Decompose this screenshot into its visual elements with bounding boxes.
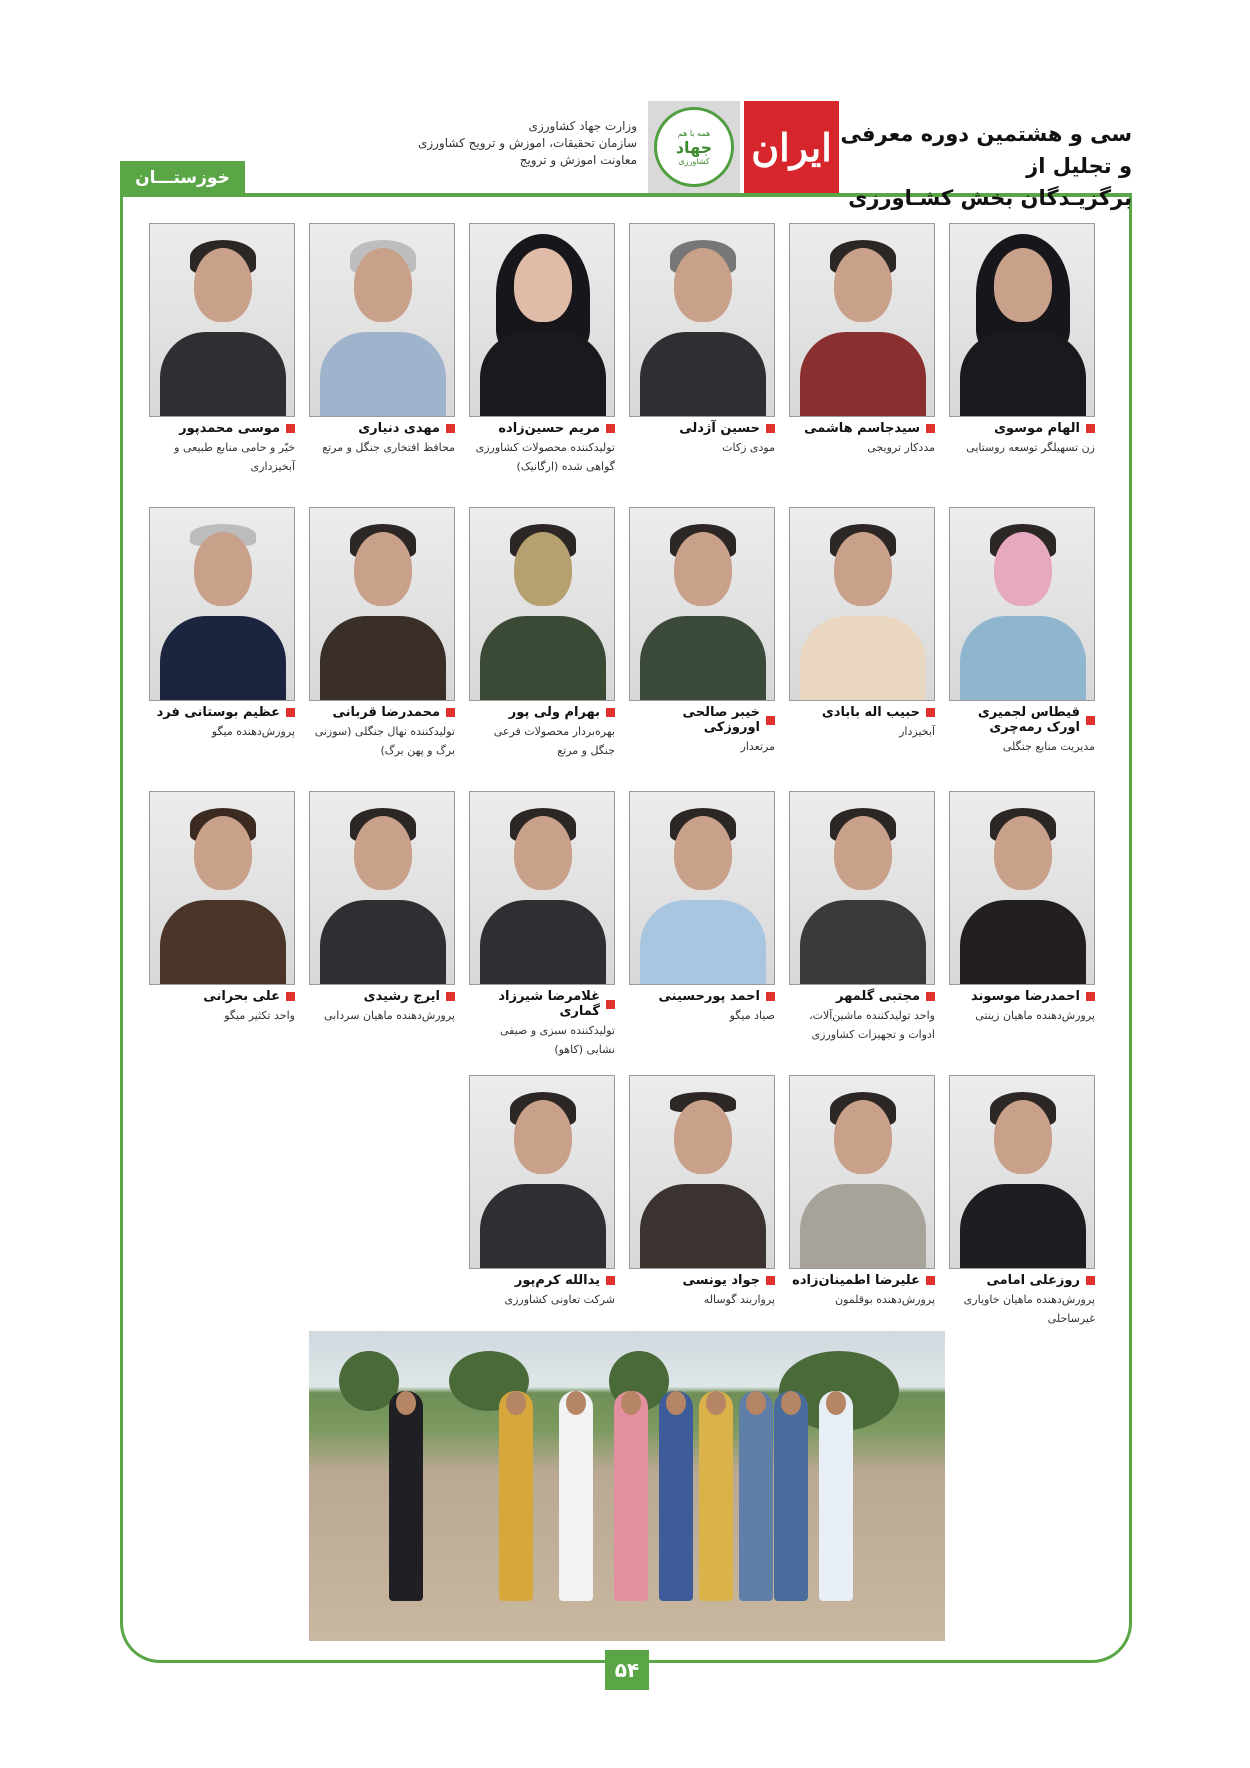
bullet-icon	[766, 992, 775, 1001]
person-card	[789, 1075, 935, 1309]
person-name: احمدرضا موسوند	[970, 989, 1080, 1004]
person-photo	[149, 223, 295, 417]
person-role: پرورش‌دهنده بوقلمون	[835, 1293, 935, 1306]
ministry-line-3: معاونت اموزش و ترویج	[519, 153, 637, 167]
person-photo	[789, 507, 935, 701]
person-photo	[629, 223, 775, 417]
person-photo	[789, 791, 935, 985]
person-name: خیبر صالحی اوروزکی	[682, 705, 760, 735]
person-card	[949, 507, 1095, 756]
group-field-photo	[309, 1331, 945, 1641]
region-tab: خوزستـــان	[120, 161, 245, 195]
bullet-icon	[926, 1276, 935, 1285]
person-card	[789, 223, 935, 457]
person-photo	[469, 507, 615, 701]
person-card	[149, 223, 295, 476]
person-card	[629, 507, 775, 756]
person-role: پرورش‌دهنده ماهیان خاویاری غیرساحلی	[963, 1293, 1095, 1325]
person-name: احمد پورحسینی	[658, 989, 760, 1004]
person-card	[309, 791, 455, 1025]
person-role: مددکار ترویجی	[867, 441, 935, 454]
jahad-top-text: همه با هم	[677, 128, 711, 138]
person-role: پرورش‌دهنده میگو	[211, 725, 295, 738]
person-role: واحد تولیدکننده ماشین‌آلات، ادوات و تجهیزات کشاورزی	[809, 1009, 935, 1041]
page-number: ۵۴	[605, 1650, 649, 1690]
person-photo	[469, 1075, 615, 1269]
bullet-icon	[926, 708, 935, 717]
ministry-line-2: سازمان تحقیقات، اموزش و ترویج کشاورزی	[417, 136, 637, 150]
person-name: یدالله کرم‌پور	[514, 1273, 600, 1288]
person-card	[149, 507, 295, 741]
person-role: تولیدکننده سبزی و صیفی نشایی (کاهو)	[499, 1024, 615, 1056]
title-line-2: برگزیـدگان بخش کشـاورزی	[848, 186, 1132, 210]
bullet-icon	[926, 992, 935, 1001]
person-name: محمدرضا قربانی	[332, 705, 440, 720]
bullet-icon	[446, 424, 455, 433]
person-photo	[629, 1075, 775, 1269]
bullet-icon	[766, 424, 775, 433]
person-card	[949, 791, 1095, 1025]
person-name: ایرج رشیدی	[363, 989, 440, 1004]
bullet-icon	[766, 716, 775, 725]
person-photo	[309, 223, 455, 417]
person-card	[469, 791, 615, 1059]
person-role: تولیدکننده نهال جنگلی (سوزنی برگ و پهن برگ)	[314, 725, 455, 757]
person-role: آبخیزدار	[899, 725, 935, 738]
person-name: عظیم بوستانی فرد	[156, 705, 280, 720]
person-photo	[629, 791, 775, 985]
person-photo	[149, 791, 295, 985]
person-role: پرورش‌دهنده ماهیان زینتی	[975, 1009, 1095, 1022]
person-role: مودی زکات	[722, 441, 775, 454]
jahad-main-text: جهاد	[675, 137, 713, 157]
person-photo	[949, 1075, 1095, 1269]
person-name: علی بحرانی	[203, 989, 280, 1004]
person-role: مدیریت منابع جنگلی	[1002, 740, 1095, 753]
bullet-icon	[606, 424, 615, 433]
person-photo	[789, 223, 935, 417]
person-card	[309, 223, 455, 457]
person-photo	[629, 507, 775, 701]
person-card	[469, 223, 615, 476]
person-card	[789, 791, 935, 1044]
jahad-bottom-text: کشاورزی	[678, 156, 710, 166]
person-name: روزعلی امامی	[986, 1273, 1080, 1288]
bullet-icon	[1086, 1276, 1095, 1285]
person-card	[789, 507, 935, 741]
person-role: پرواربند گوساله	[703, 1293, 775, 1306]
person-role: واحد تکثیر میگو	[224, 1009, 295, 1022]
person-role: مرتعدار	[740, 740, 775, 753]
person-photo	[149, 507, 295, 701]
person-card	[629, 791, 775, 1025]
bullet-icon	[446, 992, 455, 1001]
person-photo	[469, 791, 615, 985]
bullet-icon	[446, 708, 455, 717]
person-card	[629, 1075, 775, 1309]
person-card	[469, 507, 615, 760]
bullet-icon	[926, 424, 935, 433]
person-photo	[309, 507, 455, 701]
bullet-icon	[1086, 716, 1095, 725]
person-name: قیطاس لجمیری اورک رمه‌چری	[977, 705, 1080, 735]
person-name: حسین آژدلی	[679, 421, 760, 436]
person-role: صیاد میگو	[729, 1009, 775, 1022]
person-card	[949, 1075, 1095, 1328]
person-name: مهدی دنیاری	[358, 421, 440, 436]
person-name: جواد یونسی	[682, 1273, 760, 1288]
person-role: خیّر و حامی منابع طبیعی و آبخیزداری	[174, 441, 295, 473]
person-name: مریم حسین‌زاده	[498, 421, 600, 436]
person-name: بهرام ولی پور	[508, 705, 600, 720]
person-name: الهام موسوی	[994, 421, 1080, 436]
person-card	[949, 223, 1095, 457]
bullet-icon	[286, 992, 295, 1001]
bullet-icon	[1086, 992, 1095, 1001]
person-name: حبیب اله بابادی	[821, 705, 920, 720]
person-role: تولیدکننده محصولات کشاورزی گواهی شده (ارگانیک)	[475, 441, 615, 473]
person-role: پرورش‌دهنده ماهیان سردابی	[324, 1009, 455, 1022]
person-photo	[789, 1075, 935, 1269]
person-role: بهره‌بردار محصولات فرعی جنگل و مرتع	[493, 725, 615, 757]
bullet-icon	[286, 708, 295, 717]
person-card	[309, 507, 455, 760]
person-photo	[949, 507, 1095, 701]
iran-logo: ایران	[744, 101, 839, 193]
person-name: علیرضا اطمینان‌زاده	[792, 1273, 920, 1288]
person-photo	[949, 791, 1095, 985]
person-name: مجتبی گلمهر	[836, 989, 920, 1004]
person-card	[149, 791, 295, 1025]
person-photo	[949, 223, 1095, 417]
bullet-icon	[606, 708, 615, 717]
bullet-icon	[606, 1276, 615, 1285]
person-photo	[309, 791, 455, 985]
person-card	[469, 1075, 615, 1309]
title-line-1: سی و هشتمین دوره معرفی و تجلیل از	[840, 122, 1132, 178]
person-role: محافظ افتخاری جنگل و مرتع	[322, 441, 455, 454]
person-card	[629, 223, 775, 457]
bullet-icon	[766, 1276, 775, 1285]
person-photo	[469, 223, 615, 417]
person-name: سیدجاسم هاشمی	[804, 421, 920, 436]
person-name: موسی محمدپور	[179, 421, 280, 436]
bullet-icon	[1086, 424, 1095, 433]
person-role: شرکت تعاونی کشاورزی	[504, 1293, 615, 1306]
person-name: غلامرضا شیرزاد گماری	[498, 989, 600, 1019]
person-role: زن تسهیلگر توسعه روستایی	[966, 441, 1095, 454]
ministry-line-1: وزارت جهاد کشاورزی	[528, 119, 637, 133]
bullet-icon	[606, 1000, 615, 1009]
bullet-icon	[286, 424, 295, 433]
